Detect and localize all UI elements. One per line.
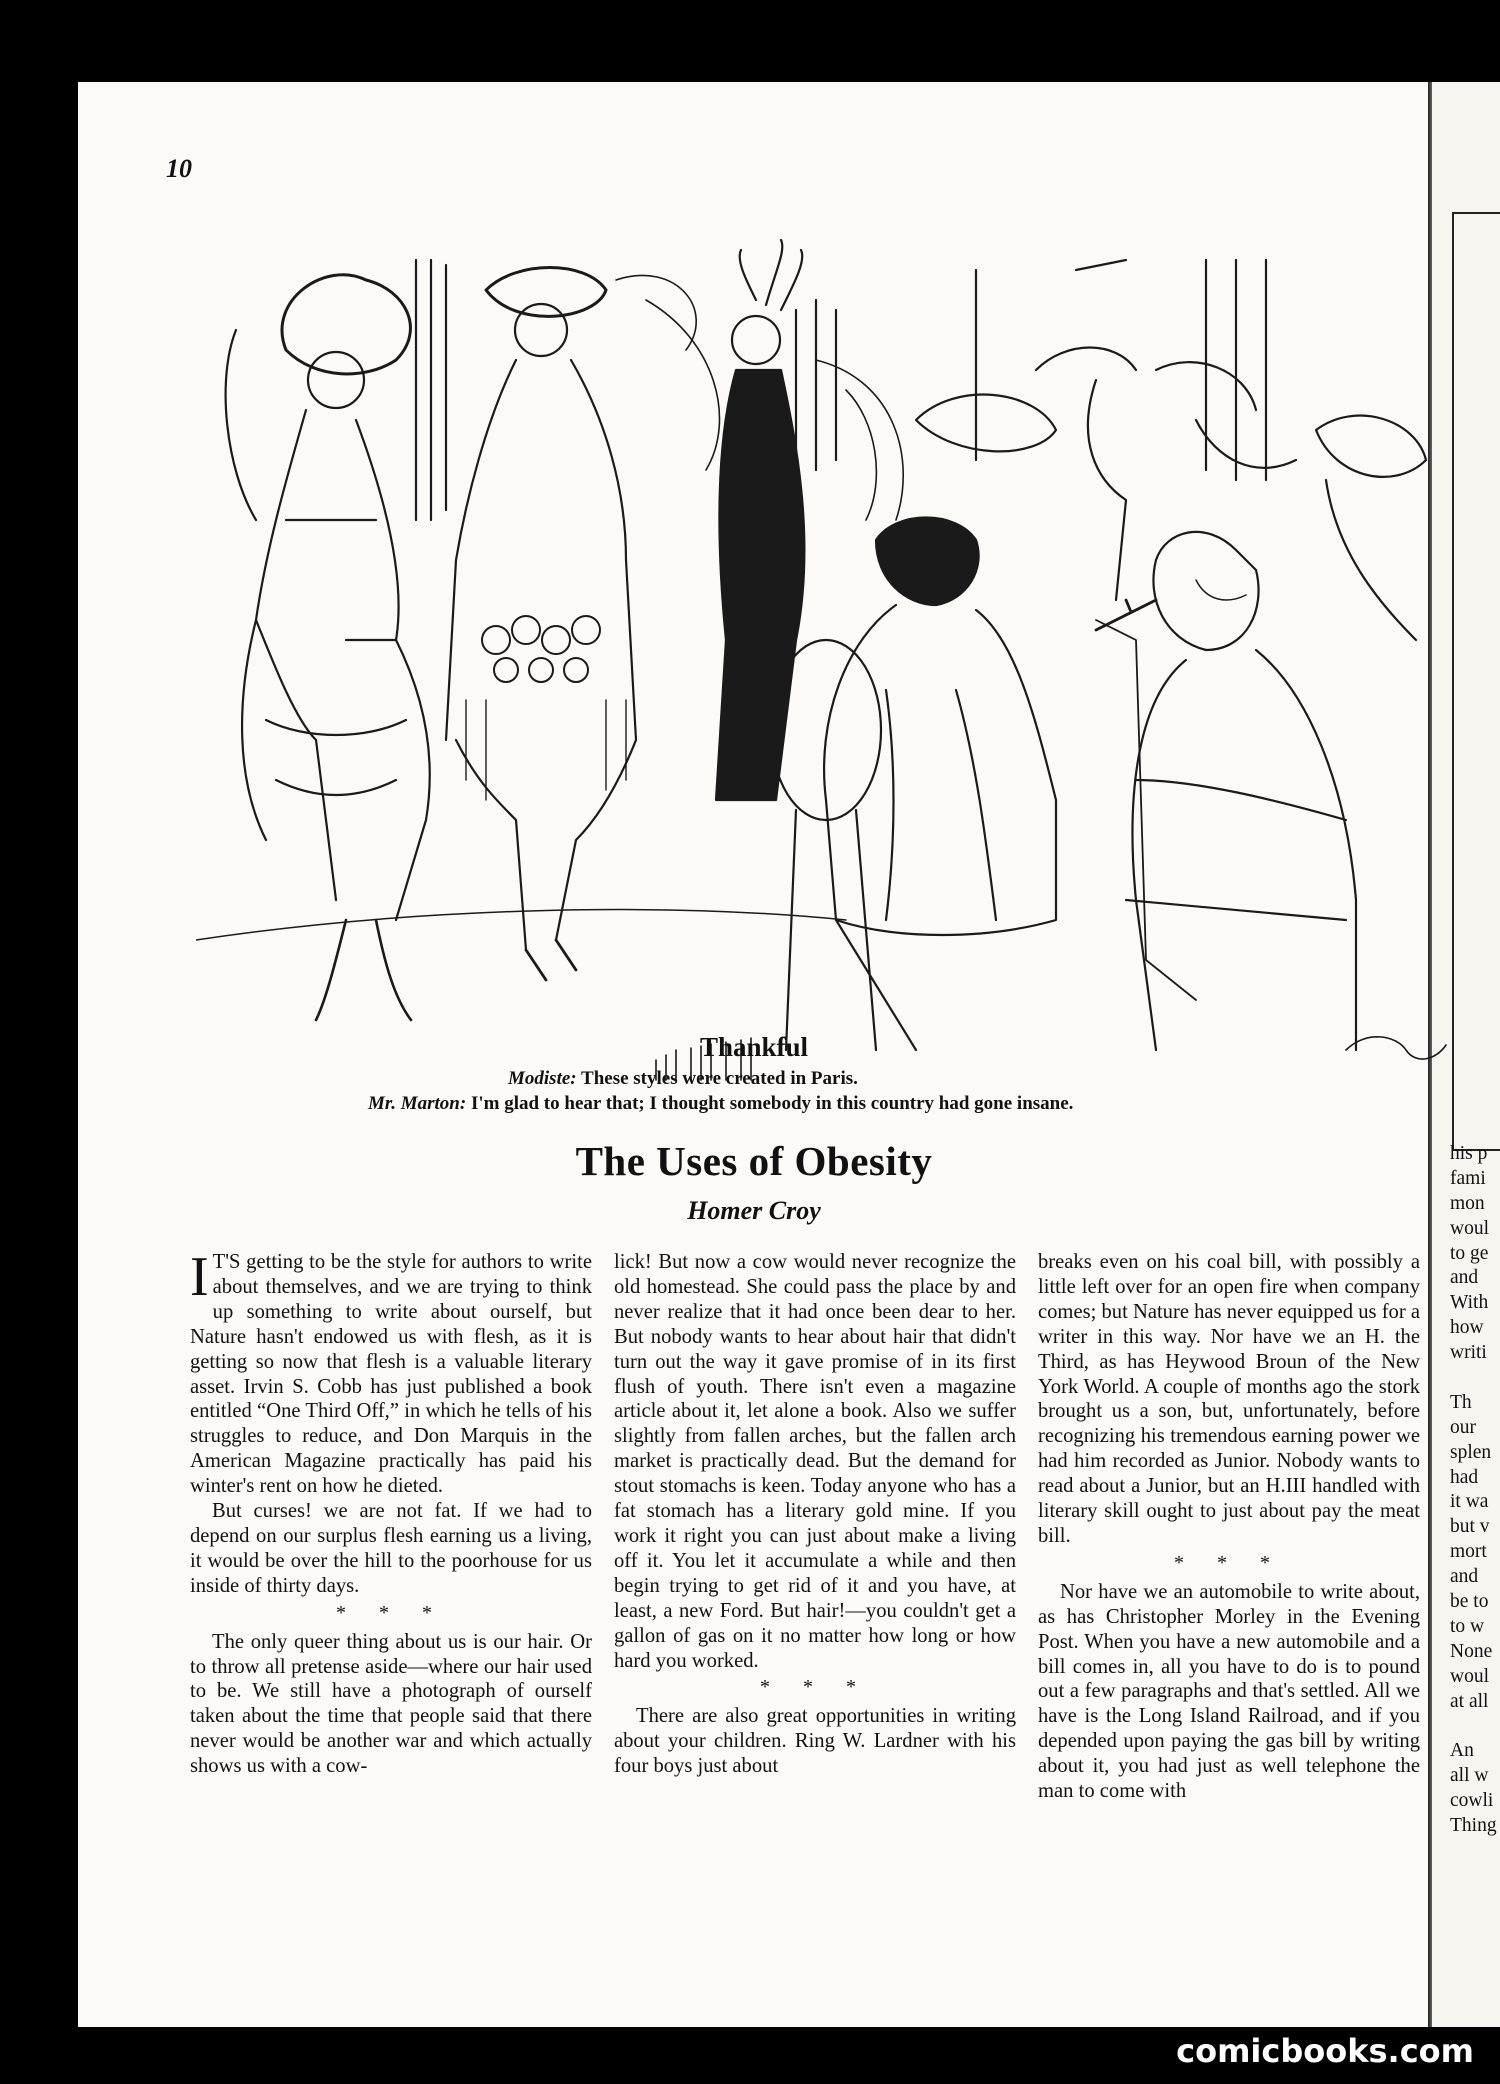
section-break: * * *: [336, 1601, 446, 1624]
dialogue-text-2: I'm glad to hear that; I thought somebody in this country had gone insane.: [470, 1093, 1074, 1114]
paragraph-text: T'S getting to be the style for authors to write about themselves, and we are trying to think up something to write about ourself, but Nature hasn't endowed us with flesh, as it is getting so now that flesh is a valuable literary asset. Irvin S. Cobb has just published a book entitled “One Third Off,” in which he tells of his struggles to reduce, and Don Marquis in the American Magazine practically has paid his winter's rent on how he dieted.: [190, 1251, 592, 1498]
adjacent-page-line: how: [1450, 1317, 1484, 1339]
adjacent-page-line: but v: [1450, 1516, 1490, 1538]
adjacent-page-line: at all: [1450, 1690, 1489, 1712]
adjacent-page-line: woul: [1450, 1217, 1489, 1239]
article-column-1: [190, 1246, 592, 1779]
article-column-2: [614, 1250, 1016, 1779]
page-content: [78, 82, 1430, 2027]
adjacent-page-line: cowli: [1450, 1790, 1494, 1812]
drop-cap: I: [190, 1246, 209, 1308]
adjacent-page-line: mon: [1450, 1192, 1485, 1214]
speaker-modiste: Modiste:: [508, 1068, 577, 1089]
adjacent-page-line: An: [1450, 1740, 1474, 1762]
speaker-mr-marton: Mr. Marton:: [368, 1093, 467, 1114]
section-break: * * *: [1174, 1551, 1284, 1574]
adjacent-page-line: fami: [1450, 1167, 1486, 1189]
page-number: 10: [166, 154, 192, 183]
section-break: * * *: [760, 1676, 870, 1699]
adjacent-page-line: be to: [1450, 1591, 1489, 1613]
adjacent-page-line: woul: [1450, 1665, 1489, 1687]
watermark: comicbooks.com: [1176, 2032, 1474, 2070]
adjacent-page-line: Th: [1450, 1391, 1472, 1413]
dialogue-text-1: These styles were created in Paris.: [581, 1068, 858, 1089]
paragraph: lick! But now a cow would never recognize the old homestead. She could pass the place by and never realize that it had once been dear to her. But nobody wants to hear about hair that didn't turn out the way it gave promise of in its first flush of youth. There isn't even a magazine article about it, let alone a book. Also we suffer slightly from fallen arches, but the fallen arch market is practically dead. But the demand for stout stomachs is keen. Today anyone who has a fat stomach has a literary gold mine. If you work it right you can just about make a living off it. You let it accumulate a while and then begin trying to get rid of it and you have, at least, a new Ford. But hair!—you couldn't get a gallon of gas on it no matter how long or how hard you worked.: [614, 1251, 1016, 1672]
adjacent-page-line: all w: [1450, 1765, 1489, 1787]
adjacent-page-line: [1450, 1714, 1497, 1739]
adjacent-page-line: to ge: [1450, 1242, 1489, 1264]
paragraph: Nor have we an automobile to write about, as has Christopher Morley in the Evening Post. When you have a new automobile and a bill comes in, all you have to do is to pound out a few paragraphs and that's settled. All we have is the Long Island Railroad, and if you depended upon paying the gas bill by writing about it, you had just as well telephone the man to come with: [1038, 1580, 1420, 1803]
adjacent-page-line: mort: [1450, 1541, 1487, 1563]
adjacent-page-line: it wa: [1450, 1491, 1489, 1513]
adjacent-page-line: had: [1450, 1466, 1479, 1488]
adjacent-page-line: his p: [1450, 1143, 1488, 1164]
paragraph: The only queer thing about us is our hair. Or to throw all pretense aside—where our hair used to be. We still have a photograph of ourself taken about the time that people said that there never would be another war and which actually shows us with a cow-: [190, 1630, 592, 1778]
adjacent-page-line: [1450, 1366, 1497, 1391]
adjacent-page-line: Thing: [1450, 1815, 1497, 1837]
adjacent-page-line: With: [1450, 1292, 1489, 1314]
paragraph: There are also great opportunities in writing about your children. Ring W. Lardner with his four boys just about: [614, 1705, 1016, 1778]
adjacent-page-line: and: [1450, 1566, 1479, 1588]
adjacent-page-line: splen: [1450, 1441, 1492, 1463]
adjacent-page-text: [1450, 1142, 1497, 1839]
cartoon-dialogue-line-1: [508, 1068, 858, 1090]
article-title: The Uses of Obesity: [575, 1138, 933, 1184]
adjacent-page-line: to w: [1450, 1615, 1485, 1637]
article-column-3: [1038, 1250, 1420, 1804]
adjacent-page-line: None: [1450, 1640, 1493, 1662]
paragraph: But curses! we are not fat. If we had to depend on our surplus flesh earning us a living, it would be over the hill to the poorhouse for us inside of thirty days.: [190, 1500, 592, 1597]
paragraph: breaks even on his coal bill, with possibly a little left over for an open fire when company comes; but Nature has never equipped us for a writer in this way. Nor have we an H. the Third, as has Heywood Broun of the New York World. A couple of months ago the stork brought us a son, but, unfortunately, before recognizing his tremendous earning power we had him recorded as Junior. Nobody wants to read about a Junior, but an H.III handled with literary skill ought to just about pay the meat bill.: [1038, 1251, 1420, 1547]
adjacent-page-line: writi: [1450, 1342, 1487, 1364]
cartoon-title: Thankful: [699, 1032, 809, 1062]
adjacent-page-line: our: [1450, 1416, 1476, 1438]
adjacent-page-line: and: [1450, 1267, 1479, 1289]
paragraph: [190, 1246, 592, 1499]
article-byline: Homer Croy: [687, 1196, 821, 1225]
cartoon-dialogue-line-2: [368, 1093, 1073, 1115]
